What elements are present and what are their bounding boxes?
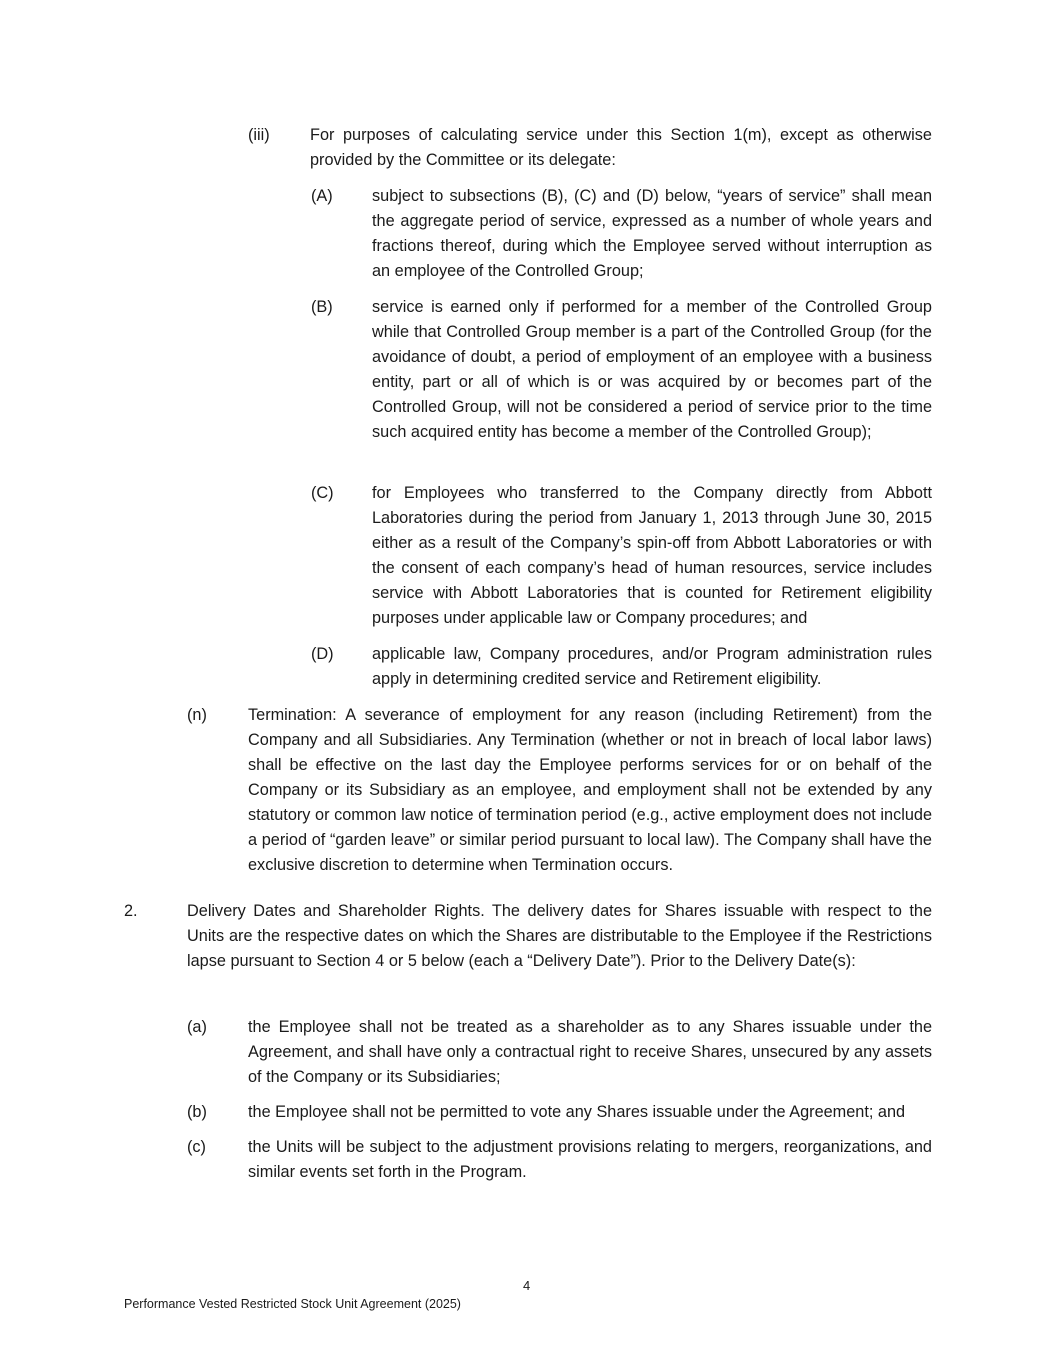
clause-text: the Employee shall not be treated as a shareholder as to any Shares issuable under the Agreement, and shall have only a contractual right to receive Shares, unsecured by any assets of the Company or its Subsidiaries; bbox=[248, 1018, 932, 1086]
clause-label: (A) bbox=[311, 187, 333, 205]
clause-label: (c) bbox=[187, 1138, 206, 1156]
clause-text: the Units will be subject to the adjustment provisions relating to mergers, reorganizations, and similar events set forth in the Program. bbox=[248, 1138, 932, 1181]
clause-text: Termination: A severance of employment for any reason (including Retirement) from the Company and all Subsidiaries. Any Termination (whether or not in breach of local labor laws) shall be effective on the last day the Employee performs services for or on behalf of the Company or its Subsidiary as an employee, and employment shall not be extended by any statutory or common law notice of termination period (e.g., active employment does not include a period of “garden leave” or similar period pursuant to local law). The Company shall have the exclusive discretion to determine when Termination occurs. bbox=[248, 706, 932, 874]
clause-text: subject to subsections (B), (C) and (D) below, “years of service” shall mean the aggregate period of service, expressed as a number of whole years and fractions thereof, during which the Employee served without interruption as an employee of the Controlled Group; bbox=[372, 187, 932, 280]
clause-label: (n) bbox=[187, 706, 207, 724]
clause-text: for Employees who transferred to the Company directly from Abbott Laboratories during the period from January 1, 2013 through June 30, 2015 either as a result of the Company’s spin-off from Abbott Laboratories or with the consent of each company’s head of human resources, service includes service with Abbott Laboratories that is counted for Retirement eligibility purposes under applicable law or Company procedures; and bbox=[372, 484, 932, 627]
clause-text: applicable law, Company procedures, and/or Program administration rules apply in determining credited service and Retirement eligibility. bbox=[372, 645, 932, 688]
clause-text: For purposes of calculating service under this Section 1(m), except as otherwise provided by the Committee or its delegate: bbox=[310, 126, 932, 169]
clause-label: (a) bbox=[187, 1018, 207, 1036]
clause-label: (B) bbox=[311, 298, 333, 316]
clause-label: (iii) bbox=[248, 126, 270, 144]
page-number: 4 bbox=[523, 1278, 531, 1293]
section-number: 2. bbox=[124, 902, 138, 920]
clause-label: (b) bbox=[187, 1103, 207, 1121]
section-text: Delivery Dates and Shareholder Rights. The delivery dates for Shares issuable with respect to the Units are the respective dates on which the Shares are distributable to the Employee if the Restrictions lapse pursuant to Section 4 or 5 below (each a “Delivery Date”). Prior to the Delivery Date(s): bbox=[187, 902, 932, 970]
clause-text: the Employee shall not be permitted to vote any Shares issuable under the Agreement; and bbox=[248, 1103, 906, 1121]
clause-text: service is earned only if performed for a member of the Controlled Group while that Controlled Group member is a part of the Controlled Group (for the avoidance of doubt, a period of employment of an employee with a business entity, part or all of which is or was acquired by or becomes part of the Controlled Group, will not be considered a period of service prior to the time such acquired entity has become a member of the Controlled Group); bbox=[372, 298, 932, 441]
clause-label: (C) bbox=[311, 484, 334, 502]
footer-document-title: Performance Vested Restricted Stock Unit Agreement (2025) bbox=[124, 1297, 461, 1311]
clause-label: (D) bbox=[311, 645, 334, 663]
